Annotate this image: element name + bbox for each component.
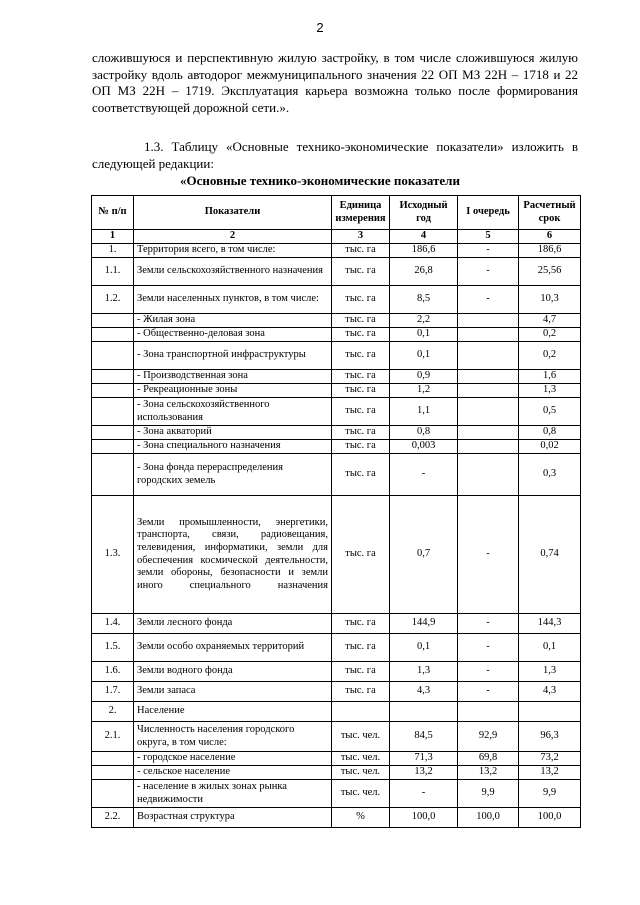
base-year-cell: 1,2 xyxy=(390,384,458,398)
indicator-cell: Земли промышленности, энергетики, транспорта, связи, радиовещания, телевидения, информатики, земли для обеспечения космической деятельности, земли обороны, безопасности и земли иного специального назначения xyxy=(134,496,332,614)
row-number-cell xyxy=(92,780,134,808)
table-row xyxy=(92,328,581,342)
table-row xyxy=(92,342,581,370)
base-year-cell: - xyxy=(390,780,458,808)
table-row xyxy=(92,370,581,384)
base-year-cell: 0,1 xyxy=(390,342,458,370)
indicator-cell: Численность населения городского округа, в том числе: xyxy=(134,722,332,752)
first-stage-cell xyxy=(458,440,519,454)
first-stage-cell: - xyxy=(458,244,519,258)
page-number: 2 xyxy=(316,20,324,35)
indicator-cell: - население в жилых зонах рынка недвижимости xyxy=(134,780,332,808)
unit-cell: тыс. чел. xyxy=(332,780,390,808)
indicator-cell: Население xyxy=(134,702,332,722)
target-cell: 73,2 xyxy=(519,752,581,766)
first-stage-cell: 69,8 xyxy=(458,752,519,766)
indicator-cell: Земли сельскохозяйственного назначения xyxy=(134,258,332,286)
first-stage-cell xyxy=(458,384,519,398)
target-cell: 186,6 xyxy=(519,244,581,258)
unit-cell: % xyxy=(332,808,390,828)
table-row xyxy=(92,426,581,440)
base-year-cell: 0,1 xyxy=(390,634,458,662)
table-body xyxy=(92,244,581,828)
row-number-cell xyxy=(92,370,134,384)
row-number-cell: 1.6. xyxy=(92,662,134,682)
base-year-cell: 0,9 xyxy=(390,370,458,384)
target-cell: 96,3 xyxy=(519,722,581,752)
column-number: 4 xyxy=(390,230,458,244)
body-paragraph-1: сложившуюся и перспективную жилую застройку, в том числе сложившуюся жилую застройку вдоль автодорог межмуниципального значения 22 ОП МЗ 22Н – 1718 и 22 ОП МЗ 22Н – 1719. Эксплуатация карьера возможна только после формирования соответствующей дорожной сети.». xyxy=(92,50,578,115)
first-stage-cell: - xyxy=(458,258,519,286)
indicator-cell: Территория всего, в том числе: xyxy=(134,244,332,258)
column-number: 3 xyxy=(332,230,390,244)
indicator-cell: - Жилая зона xyxy=(134,314,332,328)
first-stage-cell xyxy=(458,398,519,426)
target-cell: 144,3 xyxy=(519,614,581,634)
target-cell: 0,5 xyxy=(519,398,581,426)
first-stage-cell xyxy=(458,342,519,370)
indicator-cell: - Зона фонда перераспределения городских земель xyxy=(134,454,332,496)
row-number-cell xyxy=(92,328,134,342)
header-cell: Исходный год xyxy=(390,196,458,230)
unit-cell: тыс. га xyxy=(332,662,390,682)
indicator-cell: Земли запаса xyxy=(134,682,332,702)
first-stage-cell xyxy=(458,314,519,328)
table-row xyxy=(92,314,581,328)
base-year-cell: 13,2 xyxy=(390,766,458,780)
target-cell: 4,7 xyxy=(519,314,581,328)
row-number-cell xyxy=(92,766,134,780)
indicator-cell: - Зона сельскохозяйственного использования xyxy=(134,398,332,426)
table-header-row xyxy=(92,196,581,230)
column-number-row xyxy=(92,230,581,244)
unit-cell: тыс. чел. xyxy=(332,766,390,780)
row-number-cell: 2.2. xyxy=(92,808,134,828)
table-row xyxy=(92,682,581,702)
first-stage-cell: - xyxy=(458,634,519,662)
unit-cell: тыс. га xyxy=(332,440,390,454)
unit-cell: тыс. га xyxy=(332,258,390,286)
row-number-cell xyxy=(92,314,134,328)
base-year-cell: 1,3 xyxy=(390,662,458,682)
first-stage-cell: 13,2 xyxy=(458,766,519,780)
unit-cell: тыс. га xyxy=(332,314,390,328)
indicators-table xyxy=(91,195,581,828)
unit-cell: тыс. га xyxy=(332,370,390,384)
body-paragraph-2: 1.3. Таблицу «Основные технико-экономические показатели» изложить в следующей редакции: xyxy=(92,139,578,171)
table-row xyxy=(92,244,581,258)
row-number-cell: 1.7. xyxy=(92,682,134,702)
indicator-cell: Земли особо охраняемых территорий xyxy=(134,634,332,662)
column-number: 2 xyxy=(134,230,332,244)
unit-cell: тыс. га xyxy=(332,614,390,634)
target-cell: 9,9 xyxy=(519,780,581,808)
target-cell xyxy=(519,702,581,722)
row-number-cell: 1. xyxy=(92,244,134,258)
target-cell: 0,8 xyxy=(519,426,581,440)
base-year-cell: 0,1 xyxy=(390,328,458,342)
indicator-cell: - Производственная зона xyxy=(134,370,332,384)
base-year-cell: - xyxy=(390,454,458,496)
row-number-cell: 1.4. xyxy=(92,614,134,634)
first-stage-cell: - xyxy=(458,662,519,682)
column-number: 1 xyxy=(92,230,134,244)
unit-cell: тыс. чел. xyxy=(332,752,390,766)
header-cell: Расчетный срок xyxy=(519,196,581,230)
table-row xyxy=(92,808,581,828)
row-number-cell: 1.5. xyxy=(92,634,134,662)
row-number-cell xyxy=(92,342,134,370)
table-row xyxy=(92,440,581,454)
row-number-cell: 1.3. xyxy=(92,496,134,614)
table-row xyxy=(92,634,581,662)
target-cell: 4,3 xyxy=(519,682,581,702)
row-number-cell xyxy=(92,426,134,440)
first-stage-cell: - xyxy=(458,614,519,634)
first-stage-cell xyxy=(458,454,519,496)
base-year-cell: 1,1 xyxy=(390,398,458,426)
column-number: 6 xyxy=(519,230,581,244)
table-row xyxy=(92,384,581,398)
target-cell: 1,6 xyxy=(519,370,581,384)
table-row xyxy=(92,662,581,682)
base-year-cell: 84,5 xyxy=(390,722,458,752)
target-cell: 25,56 xyxy=(519,258,581,286)
table-row xyxy=(92,614,581,634)
unit-cell: тыс. га xyxy=(332,286,390,314)
base-year-cell: 26,8 xyxy=(390,258,458,286)
base-year-cell: 0,8 xyxy=(390,426,458,440)
first-stage-cell xyxy=(458,370,519,384)
indicator-cell: - Зона специального назначения xyxy=(134,440,332,454)
table-row xyxy=(92,496,581,614)
row-number-cell: 2.1. xyxy=(92,722,134,752)
table-row xyxy=(92,722,581,752)
table-title: «Основные технико-экономические показатели xyxy=(180,173,460,188)
first-stage-cell: - xyxy=(458,286,519,314)
row-number-cell xyxy=(92,752,134,766)
target-cell: 0,1 xyxy=(519,634,581,662)
row-number-cell: 2. xyxy=(92,702,134,722)
unit-cell: тыс. га xyxy=(332,496,390,614)
target-cell: 0,02 xyxy=(519,440,581,454)
unit-cell: тыс. га xyxy=(332,454,390,496)
indicator-cell: Земли водного фонда xyxy=(134,662,332,682)
first-stage-cell xyxy=(458,426,519,440)
column-number: 5 xyxy=(458,230,519,244)
table-row xyxy=(92,286,581,314)
target-cell: 13,2 xyxy=(519,766,581,780)
indicator-cell: - сельское население xyxy=(134,766,332,780)
target-cell: 0,2 xyxy=(519,342,581,370)
table-row xyxy=(92,398,581,426)
row-number-cell xyxy=(92,384,134,398)
table-row xyxy=(92,258,581,286)
header-cell: Единица измерения xyxy=(332,196,390,230)
unit-cell: тыс. га xyxy=(332,634,390,662)
target-cell: 0,74 xyxy=(519,496,581,614)
unit-cell: тыс. га xyxy=(332,328,390,342)
first-stage-cell xyxy=(458,702,519,722)
base-year-cell: 2,2 xyxy=(390,314,458,328)
unit-cell: тыс. га xyxy=(332,426,390,440)
first-stage-cell: - xyxy=(458,496,519,614)
row-number-cell xyxy=(92,398,134,426)
unit-cell: тыс. га xyxy=(332,244,390,258)
indicator-cell: Возрастная структура xyxy=(134,808,332,828)
table-row xyxy=(92,702,581,722)
target-cell: 0,3 xyxy=(519,454,581,496)
row-number-cell xyxy=(92,440,134,454)
unit-cell: тыс. га xyxy=(332,384,390,398)
base-year-cell: 0,003 xyxy=(390,440,458,454)
table-row xyxy=(92,454,581,496)
table-row xyxy=(92,780,581,808)
first-stage-cell: 92,9 xyxy=(458,722,519,752)
row-number-cell: 1.1. xyxy=(92,258,134,286)
header-cell: Показатели xyxy=(134,196,332,230)
target-cell: 100,0 xyxy=(519,808,581,828)
indicator-cell: - Рекреационные зоны xyxy=(134,384,332,398)
base-year-cell: 71,3 xyxy=(390,752,458,766)
unit-cell: тыс. га xyxy=(332,398,390,426)
unit-cell: тыс. чел. xyxy=(332,722,390,752)
indicator-cell: - городское население xyxy=(134,752,332,766)
indicator-cell: Земли населенных пунктов, в том числе: xyxy=(134,286,332,314)
target-cell: 0,2 xyxy=(519,328,581,342)
base-year-cell xyxy=(390,702,458,722)
target-cell: 10,3 xyxy=(519,286,581,314)
base-year-cell: 100,0 xyxy=(390,808,458,828)
indicator-cell: - Общественно-деловая зона xyxy=(134,328,332,342)
first-stage-cell: 9,9 xyxy=(458,780,519,808)
base-year-cell: 8,5 xyxy=(390,286,458,314)
first-stage-cell: - xyxy=(458,682,519,702)
unit-cell xyxy=(332,702,390,722)
target-cell: 1,3 xyxy=(519,384,581,398)
first-stage-cell: 100,0 xyxy=(458,808,519,828)
header-cell: № п/п xyxy=(92,196,134,230)
base-year-cell: 0,7 xyxy=(390,496,458,614)
base-year-cell: 4,3 xyxy=(390,682,458,702)
table-row xyxy=(92,752,581,766)
row-number-cell: 1.2. xyxy=(92,286,134,314)
unit-cell: тыс. га xyxy=(332,342,390,370)
table-row xyxy=(92,766,581,780)
header-cell: I очередь xyxy=(458,196,519,230)
indicator-cell: - Зона транспортной инфраструктуры xyxy=(134,342,332,370)
row-number-cell xyxy=(92,454,134,496)
first-stage-cell xyxy=(458,328,519,342)
target-cell: 1,3 xyxy=(519,662,581,682)
indicator-cell: Земли лесного фонда xyxy=(134,614,332,634)
base-year-cell: 186,6 xyxy=(390,244,458,258)
unit-cell: тыс. га xyxy=(332,682,390,702)
indicator-cell: - Зона акваторий xyxy=(134,426,332,440)
base-year-cell: 144,9 xyxy=(390,614,458,634)
